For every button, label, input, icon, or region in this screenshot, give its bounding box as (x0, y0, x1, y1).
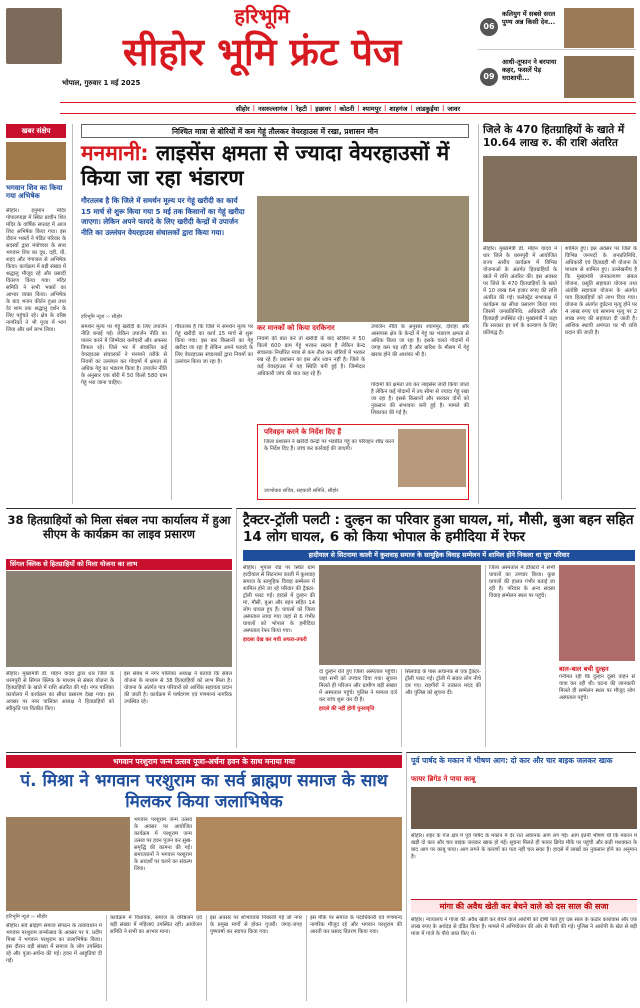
story-photo-warehouse (257, 196, 469, 322)
grant-headline: जिले के 470 हितग्राहियों के खाते में 10.64 लाख रु. की राशि अंतरित (483, 124, 625, 149)
story-column: गोदामों की क्षमता तय कर लाइसेंस जारी किया जाता है लेकिन कई गोदामों में तय सीमा से ज्यादा गेहूं रखा जा रहा है। इससे किसानों और सरकार दोनों को नुकसान की संभावना बनी हुई है। मामले की शिकायत की गई है। (371, 382, 469, 416)
teaser-number: 09 (480, 68, 498, 86)
nav-item[interactable]: रेहटी (295, 104, 307, 113)
accident-column: जिला अस्पताल में डॉक्टरों ने सभी घायलों का उपचार किया। कुछ घायलों की हालत गंभीर बताई जा रही है। परिवार के अन्य सदस्य विवाह सम्मेलन स्थल पर पहुंचे। (485, 565, 555, 747)
fire-photo (411, 787, 637, 829)
tractor-accident-story (236, 508, 636, 748)
news-brief-sidebar (6, 124, 68, 504)
section-nav: सीहोर | नसरुल्लागंज | रेहटी | इछावर | कोठरी | श्यामपुर | शाहगंज | लाडकुईया | जावर (60, 102, 636, 114)
info-box (257, 424, 469, 500)
page-title: सीहोर भूमि फ्रंट पेज (122, 30, 402, 74)
teaser-photo (564, 8, 634, 48)
story-column: नियमों की बात करें तो खरीदी के बाद स्टेकिंग में 50 किलो 600 ग्राम गेहूं भरकर रखना है लेकिन केन्द्र संचालक निर्धारित मात्रा से कम तौल कर बोरियों में भरकर रख रहे हैं। प्रशासन का इस ओर ध्यान नहीं है। जिले के कई वेयरहाउस में यह स्थिति बनी हुई है। जिम्मेदार अधिकारी जांच की बात कह रहे हैं। (257, 336, 365, 377)
sambal-photo (6, 571, 232, 667)
teaser-item[interactable] (478, 6, 636, 50)
story-column: गौरतलब है कि जिले में समर्थन मूल्य पर गेहूं खरीदी का कार्य 15 मार्च से शुरू किया गया। इस बार किसानों का गेहूं खरीदा जा रहा है लेकिन अपने फायदे के लिए वेयरहाउस संचालकों द्वारा नियमों का उल्लंघन किया जा रहा है। (171, 324, 253, 500)
accident-column: सिलवाड़ के पास अचानक से एक ट्रैक्टर-ट्रॉली पलट गई। ट्रॉली में सवार लोग नीचे दब गए। राहगीरों ने तत्काल मदद की और पुलिस को सूचना दी। (401, 669, 481, 747)
sidebar-photo (6, 142, 66, 180)
info-box-head: परिवहन करने के निर्देश दिए हैं (264, 428, 342, 436)
fire-body: सीहोर। शहर के गंज क्षेत्र में पूर्व पार्षद के मकान में देर रात अचानक आग लग गई। आग इतनी भीषण थी कि मकान में खड़ी दो कार और चार बाइक जलकर खाक हो गईं। सूचना मिलते ही फायर ब्रिगेड मौके पर पहुंची और कड़ी मशक्कत के बाद आग पर काबू पाया। आग लगने के कारणों का पता नहीं चल सका है। हादसे में लाखों का नुकसान होने का अनुमान है। (411, 833, 637, 860)
fire-headline: पूर्व पार्षद के मकान में भीषण आग: दो कार और चार बाइक जलकर खाक (411, 756, 613, 765)
teaser-number: 06 (480, 18, 498, 36)
brand-logo: हरिभूमि (234, 4, 290, 28)
story-lede: गौरतलब है कि जिले में समर्थन मूल्य पर गेहूं खरीदी का कार्य 15 मार्च से शुरू किया गया 5 मई तक किसानों का गेहूं खरीदा जाएगा। लेकिन अपने फायदे के लिए खरीदी केन्द्रों में उपार्जन नीति का उल्लंघन वेयरहाउस संचालकों द्वारा किया गया। (81, 196, 245, 237)
teaser-text: आधी-तूफान ने बरपाया कहर, फसलें पेड़ धराशायी... (502, 58, 557, 82)
masthead (0, 0, 640, 118)
fire-subhead: फायर ब्रिगेड ने पाया काबू (411, 775, 476, 783)
sidebar-headline: भगवान शिव का किया गया अभिषेक (6, 184, 63, 201)
parshuram-column: इस अवसर पर शोभायात्रा निकाली गई जो नगर के प्रमुख मार्गों से होकर गुजरी। जगह-जगह पुष्पवर्षा कर स्वागत किया गया। (206, 915, 302, 1001)
byline: हरिभूमि न्यूज ›› सीहोर (81, 314, 123, 320)
court-headline: मांगा की अवैध खेती कर बेचने वाले को दस साल की सजा (411, 899, 637, 913)
nav-item[interactable]: जावर (447, 104, 461, 113)
parshuram-column: कार्यक्रम में विधायक, समाज के वरिष्ठजन एवं बड़ी संख्या में महिलाएं उपस्थित रहीं। आयोजन समिति ने सभी का आभार माना। (106, 915, 202, 1001)
parshuram-column: सीहोर। सर्व ब्राह्मण समाज संगठन के तत्वावधान में भगवान परशुराम जन्मोत्सव के अवसर पर पं. प्रदीप मिश्रा ने भगवान परशुराम का जलाभिषेक किया। इस दौरान बड़ी संख्या में समाज के लोग उपस्थित रहे और पूजा-अर्चना की गई। हवन में आहुतियां दी गईं। (6, 923, 102, 964)
grant-transfer-story (478, 124, 636, 504)
grant-column: शामिल हुए। इस अवसर पर जिले के विभिन्न जनपदों के जनप्रतिनिधि, अधिकारी एवं हितग्राही भी योजना के माध्यम से शामिल हुए। उल्लेखनीय है कि मुख्यमंत्री जनकल्याण संबल योजना, प्रसूति सहायता योजना तथा अंत्येष्टि सहायता योजना के अंतर्गत पात्र हितग्राहियों को लाभ दिया गया। योजना के अंतर्गत दुर्घटना मृत्यु होने पर 4 लाख रुपए एवं सामान्य मृत्यु पर 2 लाख रुपए की सहायता दी जाती है। आंशिक स्थायी अपंगता पर भी राशि प्रदान की जाती है। (561, 246, 637, 500)
byline: हरिभूमि न्यूज ›› सीहोर (6, 914, 48, 920)
top-story (72, 124, 474, 504)
nav-item[interactable]: कोठरी (339, 104, 355, 113)
accident-headline: ट्रैक्टर-ट्रॉली पलटी : दुल्हन का परिवार हुआ घायल, मां, मौसी, बुआ बहन सहित 14 लोग घायल, 6 को किया भोपाल के हमीदिया में रेफर (243, 512, 634, 545)
story-headline (81, 141, 475, 191)
headline-rest: लाइसेंस क्षमता से ज्यादा वेयरहाउसों में किया जा रहा भंडारण (81, 141, 450, 190)
bottom-right-stories (406, 752, 636, 1002)
accident-column: दो दुल्हन रोते हुए जिला अस्पताल पहुंची। जहां सभी को उपचार दिया गया। सूचना मिलते ही परिजन और ग्रामीण बड़ी संख्या में अस्पताल पहुंचे। पुलिस ने मामला दर्ज कर जांच शुरू कर दी है। हादसे की नहीं होगी पुनरावृत्ति (319, 669, 397, 712)
nav-item[interactable]: श्यामपुर (362, 104, 382, 113)
info-box-credit: उपभोक्ता सचिव, सहकारी समिति, सीहोर (264, 488, 339, 494)
parshuram-column: भगवान परशुराम जन्म उत्सव के अवसर पर आयोजित कार्यक्रम में परशुराम जन्म उत्सव पर हवन पूजन कर सुख-समृद्धि की कामना की गई। समाजजनों ने भगवान परशुराम के आदर्शों पर चलने का संकल्प लिया। (134, 817, 192, 872)
headline-red: मनमानी: (81, 141, 149, 165)
accident-column: गनीमत रही कि दुल्हन दूसरे वाहन से यात्रा कर रही थी। घटना की जानकारी मिलते ही सम्मेलन स्थल पर मौजूद लोग अस्पताल पहुंचे। (559, 674, 635, 701)
nav-item[interactable]: लाडकुईया (415, 104, 440, 113)
teaser-text: कलियुग में सबसे सरल पुण्य अन्न किसी देव... (502, 10, 556, 26)
nav-item[interactable]: शाहगंज (389, 104, 408, 113)
accident-strap: हादीयाल से सिटनामा काली में कुशवाह समाज के सामूहिक विवाह सम्मेलन में शामिल होने निकला था पूरा परिवार (243, 550, 635, 561)
teaser-item[interactable] (478, 54, 636, 100)
nav-item[interactable]: सीहोर (235, 104, 250, 113)
sambal-column: इस संबंध में नगर पालिका अध्यक्ष ने बताया कि संबल योजना के माध्यम से 38 हितग्राहियों को लाभ मिला है। योजना के अंतर्गत पात्र परिवारों को आर्थिक सहायता प्रदान की जाती है। कार्यक्रम में पार्षदगण एवं गणमान्य नागरिक उपस्थित रहे। (120, 671, 232, 747)
official-portrait (398, 429, 466, 487)
nav-item[interactable]: नसरुल्लागंज (258, 104, 288, 113)
sidebar-label: खबर संक्षेप (6, 124, 66, 138)
sambal-headline: 38 हितग्राहियों को मिला संबल नपा कार्यालय में हुआ सीएम के कार्यक्रम का लाइव प्रसारण (7, 513, 231, 541)
parshuram-story (6, 752, 402, 1002)
sidebar-body: सीहोर। हनुमान मंदिर गोपालपाड़ा में स्थित प्राचीन शिव मंदिर के वार्षिक सप्ताह में आज शिव अभिषेक किया गया। इस दौरान भक्तों ने पंडित परिवार के सदस्यों द्वारा मंत्रोच्चार के साथ भगवान शिव का दूध, दही, घी, शहद और गंगाजल से अभिषेक किया। कार्यक्रम में बड़ी संख्या में श्रद्धालु मौजूद रहे और प्रसादी वितरण किया गया। मंदिर समिति ने सभी भक्तों का आभार व्यक्त किया। अभिषेक के बाद भजन कीर्तन हुआ तथा देर शाम तक श्रद्धालु दर्शन के लिए पहुंचते रहे। क्षेत्र के वरिष्ठ नागरिकों ने भी पूजा में भाग लिया और धर्म लाभ लिया। (6, 208, 66, 333)
story-kicker: निश्चित मात्रा से बोरियों में कम गेहूं तौलकर वेयरहाउस में रखा, प्रशासन मौन (81, 124, 469, 138)
dateline: भोपाल, गुरुवार 1 मई 2025 (62, 79, 141, 87)
subhead: कर मानकों को किया दरकिनार (257, 324, 335, 332)
hospital-photo (319, 565, 481, 665)
masthead-photo-left (6, 8, 62, 64)
story-column: समर्थन मूल्य पर गेहूं खरीदी के लिए उपार्जन नीति बनाई गई। लेकिन उपार्जन नीति का पालन करने में जिम्मेदार कर्मचारी और अफसर विफल रहे। जिले भर में संचालित कई वेयरहाउस संचालकों ने मनमाने तरीके से नियमों का उल्लंघन कर गोदामों में क्षमता से अधिक गेहूं का भंडारण किया है। उपार्जन नीति के अनुसार एक बोरी में 50 किलो 580 ग्राम गेहूं भरा जाना चाहिए। (81, 324, 167, 386)
parshuram-banner: भगवान परशुराम जन्म उत्सव पूजा-अर्चना हवन के साथ मनाया गया (6, 755, 402, 768)
parshuram-photo-left (6, 817, 130, 911)
parshuram-photo-right (196, 817, 402, 911)
accident-column: सीहोर। भूपाल रोड पर स्थित ग्राम हादीयाल से सिटनामा काली में कुशवाह समाज के सामूहिक विवाह सम्मेलन में शामिल होने जा रहे परिवार की ट्रैक्टर-ट्रॉली पलट गई। हादसे में दुल्हन की मां, मौसी, बुआ और बहन सहित 14 लोग घायल हुए हैं। घायलों को जिला अस्पताल लाया गया जहां से 6 गंभीर घायलों को भोपाल के हमीदिया अस्पताल रेफर किया गया। हादसा देख कर मची अफरा-तफरी (243, 565, 315, 643)
sambal-photo-caption: सिंगल क्लिक से हितग्राहियों को मिला योजना का लाभ (6, 559, 232, 570)
subhead: बाल-बाल बची दुल्हन (559, 665, 609, 673)
nav-item[interactable]: इछावर (315, 104, 331, 113)
teaser-box (478, 6, 636, 104)
story-column: उपार्जन नीति के अनुसार श्यामपुर, दोराहा और आसपास क्षेत्र के केन्द्रों में गेहूं का भंडारण क्षमता से अधिक किया जा रहा है। इसके चलते गोदामों में जगह कम पड़ रही है और बारिश के मौसम में गेहूं खराब होने की आशंका भी है। (371, 324, 469, 358)
bride-photo (559, 565, 635, 661)
parshuram-headline: पं. मिश्रा ने भगवान परशुराम का सर्व ब्राह्मण समाज के साथ मिलकर किया जलाभिषेक (20, 771, 388, 812)
court-body: सीहोर। न्यायालय ने गांजा की अवैध खेती कर बेचने वाले आरोपी को दोषी पाते हुए दस साल के कठोर कारावास और एक लाख रुपए के अर्थदंड से दंडित किया है। मामले में अभियोजन की ओर से पैरवी की गई। पुलिस ने आरोपी के खेत से बड़ी मात्रा में गांजे के पौधे जब्त किए थे। (411, 917, 637, 937)
sambal-column: सीहोर। मुख्यमंत्री डॉ. मोहन यादव द्वारा धार जिले के धरमपुरी से सिंगल क्लिक के माध्यम से संबल योजना के हितग्राहियों के खाते में राशि अंतरित की गई। नगर पालिका कार्यालय में कार्यक्रम का सीधा प्रसारण देखा गया। इस अवसर पर नगर पालिका अध्यक्ष ने हितग्राहियों को स्वीकृति पत्र वितरित किए। (6, 671, 114, 712)
grant-photo (483, 156, 637, 242)
info-box-text: जिला प्रशासन ने खरीदी केन्द्रों पर भंडारित गेहूं का परिवहन शीघ्र करने के निर्देश दिए हैं। जांच कर कार्रवाई की जाएगी। (264, 439, 394, 452)
grant-column: सीहोर। मुख्यमंत्री डॉ. मोहन यादव ने धार जिले के धरमपुरी में आयोजित राज्य स्तरीय कार्यक्रम में विभिन्न योजनाओं के अंतर्गत हितग्राहियों के खाते में राशि अंतरित की। इस अवसर पर जिले के 470 हितग्राहियों के खाते में 10 लाख 64 हजार रुपए की राशि अंतरित की गई। कलेक्ट्रेट सभाकक्ष में कार्यक्रम का सीधा प्रसारण किया गया जिसमें जनप्रतिनिधि, अधिकारी और हितग्राही उपस्थित रहे। मुख्यमंत्री ने कहा कि सरकार हर वर्ग के कल्याण के लिए प्रतिबद्ध है। (483, 246, 557, 336)
teaser-photo (564, 56, 634, 98)
parshuram-column: इस मौके पर समाज के पदाधिकारी एवं गणमान्य नागरिक मौजूद रहे और भगवान परशुराम की आरती कर प्रसाद वितरण किया गया। (306, 915, 402, 1001)
sambal-story (6, 508, 232, 748)
